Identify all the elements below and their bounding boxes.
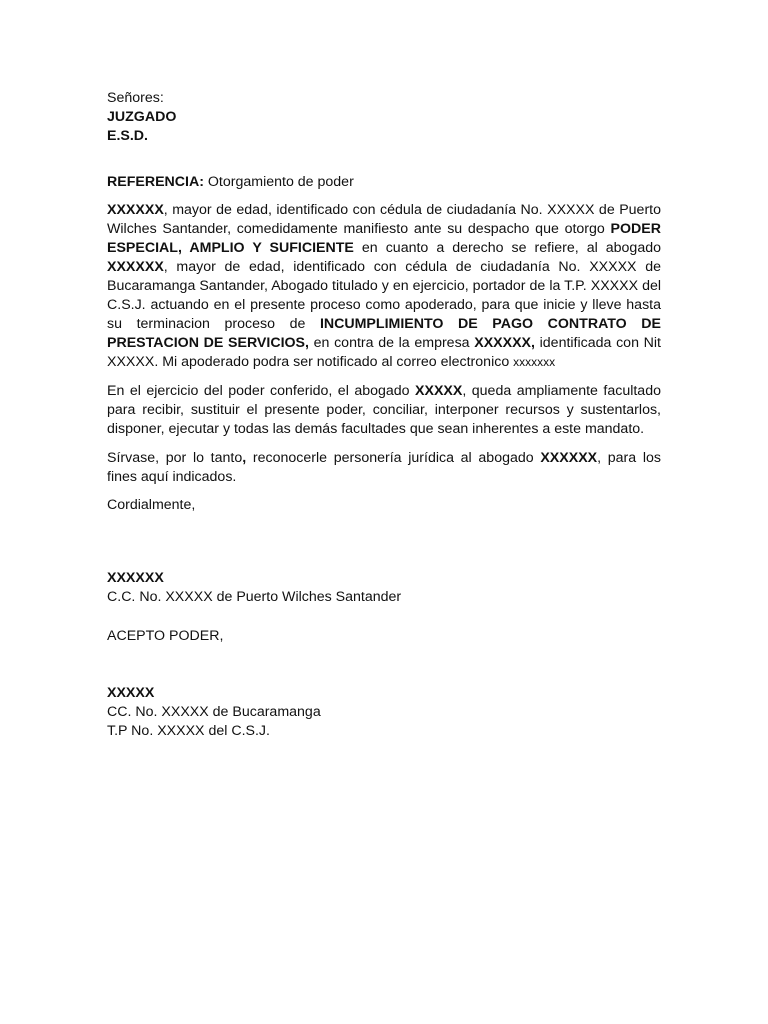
paragraph-faculties — [107, 382, 661, 439]
paragraph-text: , mayor de edad, identificado con cédula de ciudadanía No. XXXXX de Puerto Wilches Santander, comedidamente manifiesto ante su despacho que otorgo — [107, 202, 661, 237]
reference-label: REFERENCIA: — [107, 174, 204, 190]
paragraph-text: reconocerle personería jurídica al abogado — [246, 450, 541, 466]
closing: Cordialmente, — [107, 497, 196, 513]
grantor-signature-block — [107, 569, 661, 607]
grantor-name: XXXXXX — [107, 570, 164, 586]
greeting: Señores: — [107, 90, 164, 106]
letter-body — [107, 89, 661, 741]
paragraph-text: Sírvase, por lo tanto — [107, 450, 243, 466]
power-type: PODER ESPECIAL, AMPLIO Y SUFICIENTE — [107, 221, 661, 256]
attorney-tp: T.P No. XXXXX del C.S.J. — [107, 723, 270, 739]
reference-line — [107, 173, 661, 192]
paragraph-text: en contra de la empresa — [308, 335, 475, 351]
process-type: INCUMPLIMIENTO DE PAGO CONTRATO DE PRESTACION DE SERVICIOS, — [107, 316, 661, 351]
court-name: JUZGADO — [107, 109, 177, 125]
attorney-name-inline: XXXXXX — [540, 450, 598, 466]
esd-line: E.S.D. — [107, 128, 148, 144]
paragraph-text: identificada con Nit XXXXX. Mi apoderado podra ser notificado al correo electronico — [107, 335, 661, 370]
paragraph-text: , — [242, 450, 247, 466]
accept-line: ACEPTO PODER, — [107, 628, 224, 644]
attorney-signature-block — [107, 684, 661, 741]
paragraph-text: En el ejercicio del poder conferido, el abogado — [107, 383, 416, 399]
paragraph-grant — [107, 201, 661, 372]
email-placeholder: xxxxxxx — [513, 355, 556, 369]
reference-text: Otorgamiento de poder — [203, 174, 354, 190]
attorney-id: CC. No. XXXXX de Bucaramanga — [107, 704, 321, 720]
paragraph-recognition — [107, 449, 661, 487]
grantor-id: C.C. No. XXXXX de Puerto Wilches Santander — [107, 589, 402, 605]
paragraph-text: , mayor de edad, identificado con cédula de ciudadanía No. XXXXX de Bucaramanga Santander, Abogado titulado y en ejercicio, portador de la T.P. XXXXX del C.S.J. actuando en el presente proceso como apoderado, para que inicie y lleve hasta su terminacion proceso de — [107, 259, 661, 332]
attorney-name-inline: XXXXX — [415, 383, 463, 399]
paragraph-text: en cuanto a derecho se refiere, al abogado — [353, 240, 661, 256]
attorney-name: XXXXX — [107, 685, 155, 701]
paragraph-text: , para los fines aquí indicados. — [107, 450, 661, 485]
attorney-name-inline: XXXXXX — [107, 259, 164, 275]
company-name-inline: XXXXXX, — [474, 335, 535, 351]
paragraph-text: , queda ampliamente facultado para recibir, sustituir el presente poder, conciliar, interponer recursos y sustentarlos, disponer, ejecutar y todas las demás facultades que sean inherentes a este mandato. — [107, 383, 661, 437]
grantor-name-inline: XXXXXX — [107, 202, 164, 218]
